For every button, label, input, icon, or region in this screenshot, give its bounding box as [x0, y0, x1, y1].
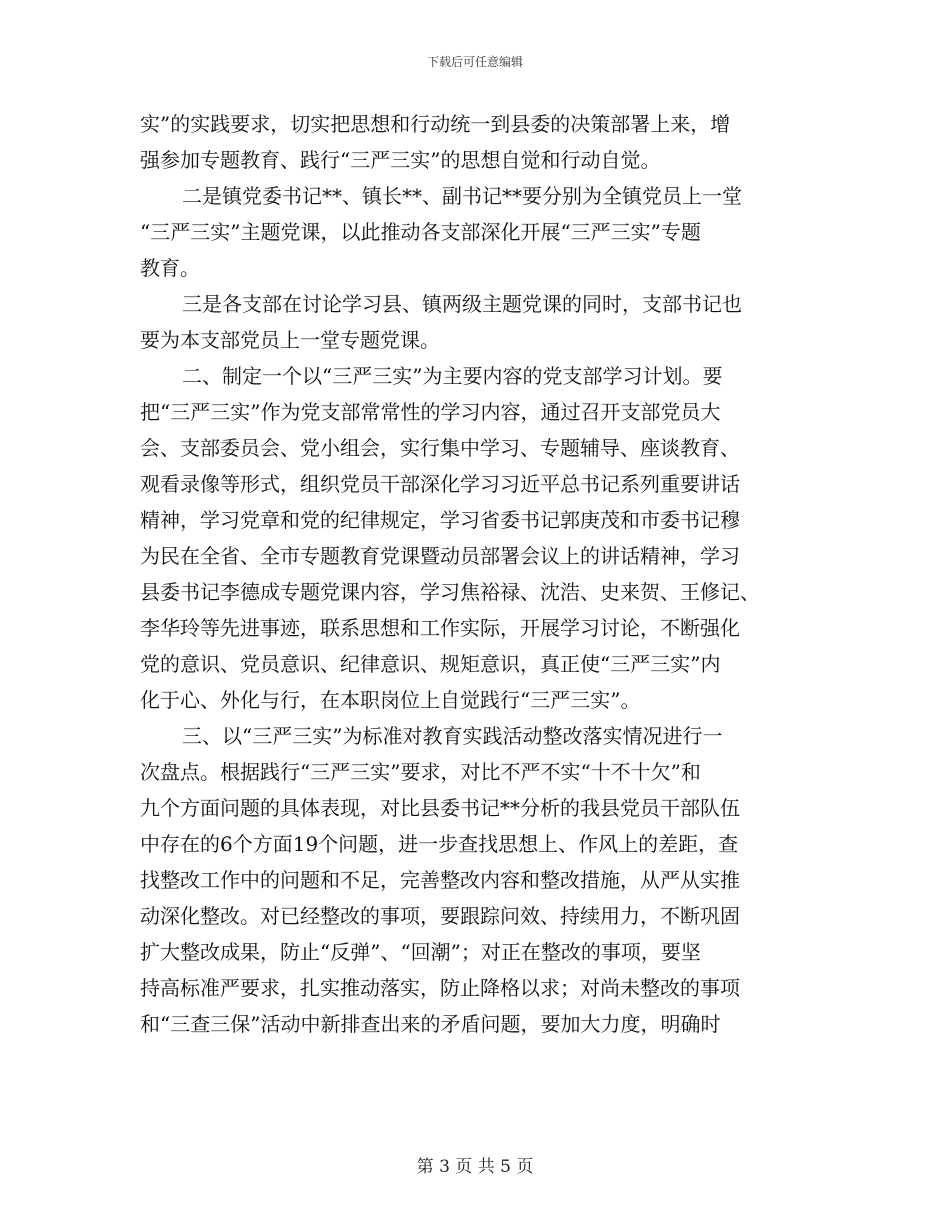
page-number: 第 3 页 共 5 页: [416, 1157, 534, 1177]
body-line: 三是各支部在讨论学习县、镇两级主题党课的同时，支部书记也: [182, 292, 742, 316]
body-line: 九个方面问题的具体表现，对比县委书记**分析的我县党员干部队伍: [140, 796, 740, 820]
body-line: 动深化整改。对已经整改的事项，要跟踪问效、持续用力，不断巩固: [140, 904, 740, 928]
body-line: 李华玲等先进事迹，联系思想和工作实际，开展学习讨论，不断强化: [140, 616, 740, 640]
body-line: 三、以“三严三实”为标准对教育实践活动整改落实情况进行一: [182, 724, 723, 748]
body-line: 为民在全省、全市专题教育党课暨动员部署会议上的讲话精神，学习: [140, 544, 740, 568]
body-line: 要为本支部党员上一堂专题党课。: [140, 328, 440, 352]
body-line: 和“三查三保”活动中新排查出来的矛盾问题，要加大力度，明确时: [140, 1012, 721, 1036]
body-line: 化于心、外化与行，在本职岗位上自觉践行“三严三实”。: [140, 688, 641, 712]
body-line: 观看录像等形式，组织党员干部深化学习习近平总书记系列重要讲话: [140, 472, 740, 496]
body-line: 县委书记李德成专题党课内容，学习焦裕禄、沈浩、史来贺、王修记、: [140, 580, 760, 604]
body-line: 强参加专题教育、践行“三严三实”的思想自觉和行动自觉。: [140, 148, 661, 172]
body-line: 持高标准严要求，扎实推动落实，防止降格以求；对尚未整改的事项: [140, 976, 740, 1000]
page-header: 下载后可任意编辑: [426, 55, 523, 69]
body-line: 次盘点。根据践行“三严三实”要求，对比不严不实“十不十欠”和: [140, 760, 701, 784]
body-line: 二是镇党委书记**、镇长**、副书记**要分别为全镇党员上一堂: [182, 184, 742, 208]
body-line: 扩大整改成果，防止“反弹”、“回潮”；对正在整改的事项，要坚: [140, 940, 701, 964]
body-line: 会、支部委员会、党小组会，实行集中学习、专题辅导、座谈教育、: [140, 436, 740, 460]
body-line: 找整改工作中的问题和不足，完善整改内容和整改措施，从严从实推: [140, 868, 740, 892]
body-line: 把“三严三实”作为党支部常常性的学习内容，通过召开支部党员大: [140, 400, 721, 424]
body-line: 教育。: [140, 256, 200, 280]
body-line: “三严三实”主题党课，以此推动各支部深化开展“三严三实”专题: [140, 220, 701, 244]
body-line: 二、制定一个以“三严三实”为主要内容的党支部学习计划。要: [182, 364, 723, 388]
body-line: 精神，学习党章和党的纪律规定，学习省委书记郭庚茂和市委书记穆: [140, 508, 740, 532]
body-line: 实”的实践要求，切实把思想和行动统一到县委的决策部署上来，增: [140, 112, 731, 136]
document-body: [140, 106, 800, 1042]
body-line: 中存在的6个方面19个问题，进一步查找思想上、作风上的差距，查: [140, 832, 739, 856]
body-line: 党的意识、党员意识、纪律意识、规矩意识，真正使“三严三实”内: [140, 652, 721, 676]
